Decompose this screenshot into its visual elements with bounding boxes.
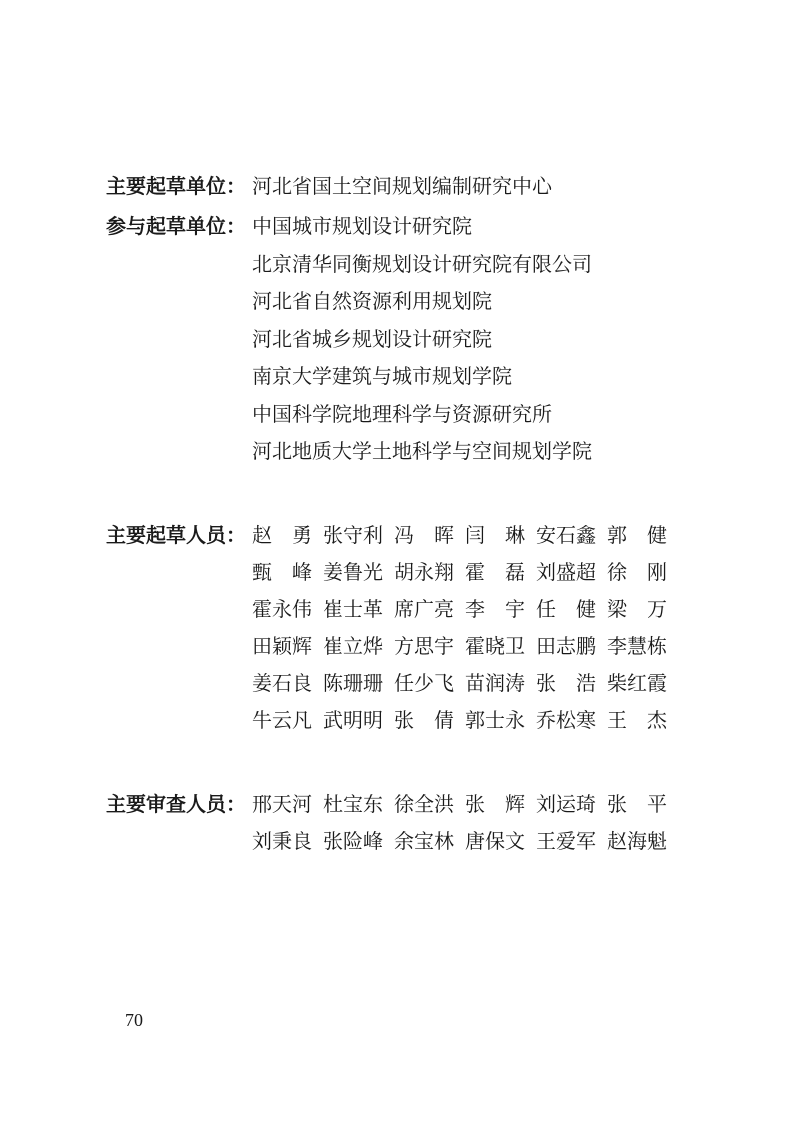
person-name: 赵 勇 (252, 523, 312, 547)
person-name: 胡永翔 (394, 560, 454, 584)
name-row (252, 823, 678, 860)
name-row (252, 517, 678, 554)
person-name: 邢天河 (252, 792, 312, 816)
unit-item: 河北地质大学土地科学与空间规划学院 (252, 439, 592, 463)
person-name: 田颖辉 (252, 634, 312, 658)
participating-units-list (252, 208, 592, 471)
page-number: 70 (125, 1010, 143, 1030)
unit-item: 河北省自然资源利用规划院 (252, 289, 492, 313)
name-row (252, 786, 678, 823)
main-drafters-label: 主要起草人员： (106, 523, 246, 547)
person-name: 李 宇 (465, 597, 525, 621)
participating-units-label: 参与起草单位： (106, 214, 246, 238)
person-name: 王 杰 (607, 708, 667, 732)
name-row (252, 702, 678, 739)
main-drafters-list (252, 517, 678, 739)
person-name: 席广亮 (394, 597, 454, 621)
name-row (252, 665, 678, 702)
lead-drafting-unit-label: 主要起草单位： (106, 174, 246, 198)
person-name: 张守利 (323, 523, 383, 547)
person-name: 方思宇 (394, 634, 454, 658)
person-name: 杜宝东 (323, 792, 383, 816)
person-name: 张 浩 (536, 671, 596, 695)
main-reviewers-label: 主要审查人员： (106, 792, 246, 816)
person-name: 姜鲁光 (323, 560, 383, 584)
unit-item: 中国城市规划设计研究院 (252, 214, 472, 238)
person-name: 田志鹏 (536, 634, 596, 658)
person-name: 乔松寒 (536, 708, 596, 732)
person-name: 王爱军 (536, 829, 596, 853)
lead-drafting-unit-list (252, 168, 552, 206)
person-name: 姜石良 (252, 671, 312, 695)
person-name: 崔立烨 (323, 634, 383, 658)
person-name: 余宝林 (394, 829, 454, 853)
person-name: 张 倩 (394, 708, 454, 732)
name-row (252, 628, 678, 665)
person-name: 张 平 (607, 792, 667, 816)
person-name: 安石鑫 (536, 523, 596, 547)
unit-item: 中国科学院地理科学与资源研究所 (252, 401, 552, 426)
person-name: 唐保文 (465, 829, 525, 853)
person-name: 徐 刚 (607, 560, 667, 584)
person-name: 霍晓卫 (465, 634, 525, 658)
person-name: 张 辉 (465, 792, 525, 816)
person-name: 冯 晖 (394, 523, 454, 547)
unit-item: 北京清华同衡规划设计研究院有限公司 (252, 251, 592, 276)
person-name: 苗润涛 (465, 671, 525, 695)
person-name: 崔士革 (323, 597, 383, 621)
main-reviewers-list (252, 786, 678, 860)
unit-item: 河北省国土空间规划编制研究中心 (252, 174, 552, 198)
person-name: 张险峰 (323, 829, 383, 853)
person-name: 刘运琦 (536, 792, 596, 816)
person-name: 郭 健 (607, 523, 667, 547)
unit-item: 河北省城乡规划设计研究院 (252, 326, 492, 351)
person-name: 闫 琳 (465, 523, 525, 547)
name-row (252, 591, 678, 628)
person-name: 牛云凡 (252, 708, 312, 732)
person-name: 任 健 (536, 597, 596, 621)
person-name: 刘盛超 (536, 560, 596, 584)
person-name: 柴红霞 (607, 671, 667, 695)
person-name: 赵海魁 (607, 829, 667, 853)
person-name: 徐全洪 (394, 792, 454, 816)
person-name: 郭士永 (465, 708, 525, 732)
person-name: 甄 峰 (252, 560, 312, 584)
person-name: 武明明 (323, 708, 383, 732)
person-name: 陈珊珊 (323, 671, 383, 695)
person-name: 霍永伟 (252, 597, 312, 621)
unit-item: 南京大学建筑与城市规划学院 (252, 364, 512, 388)
person-name: 任少飞 (394, 671, 454, 695)
name-row (252, 554, 678, 591)
person-name: 刘秉良 (252, 829, 312, 853)
person-name: 李慧栋 (607, 634, 667, 658)
person-name: 霍 磊 (465, 560, 525, 584)
person-name: 梁 万 (607, 597, 667, 621)
